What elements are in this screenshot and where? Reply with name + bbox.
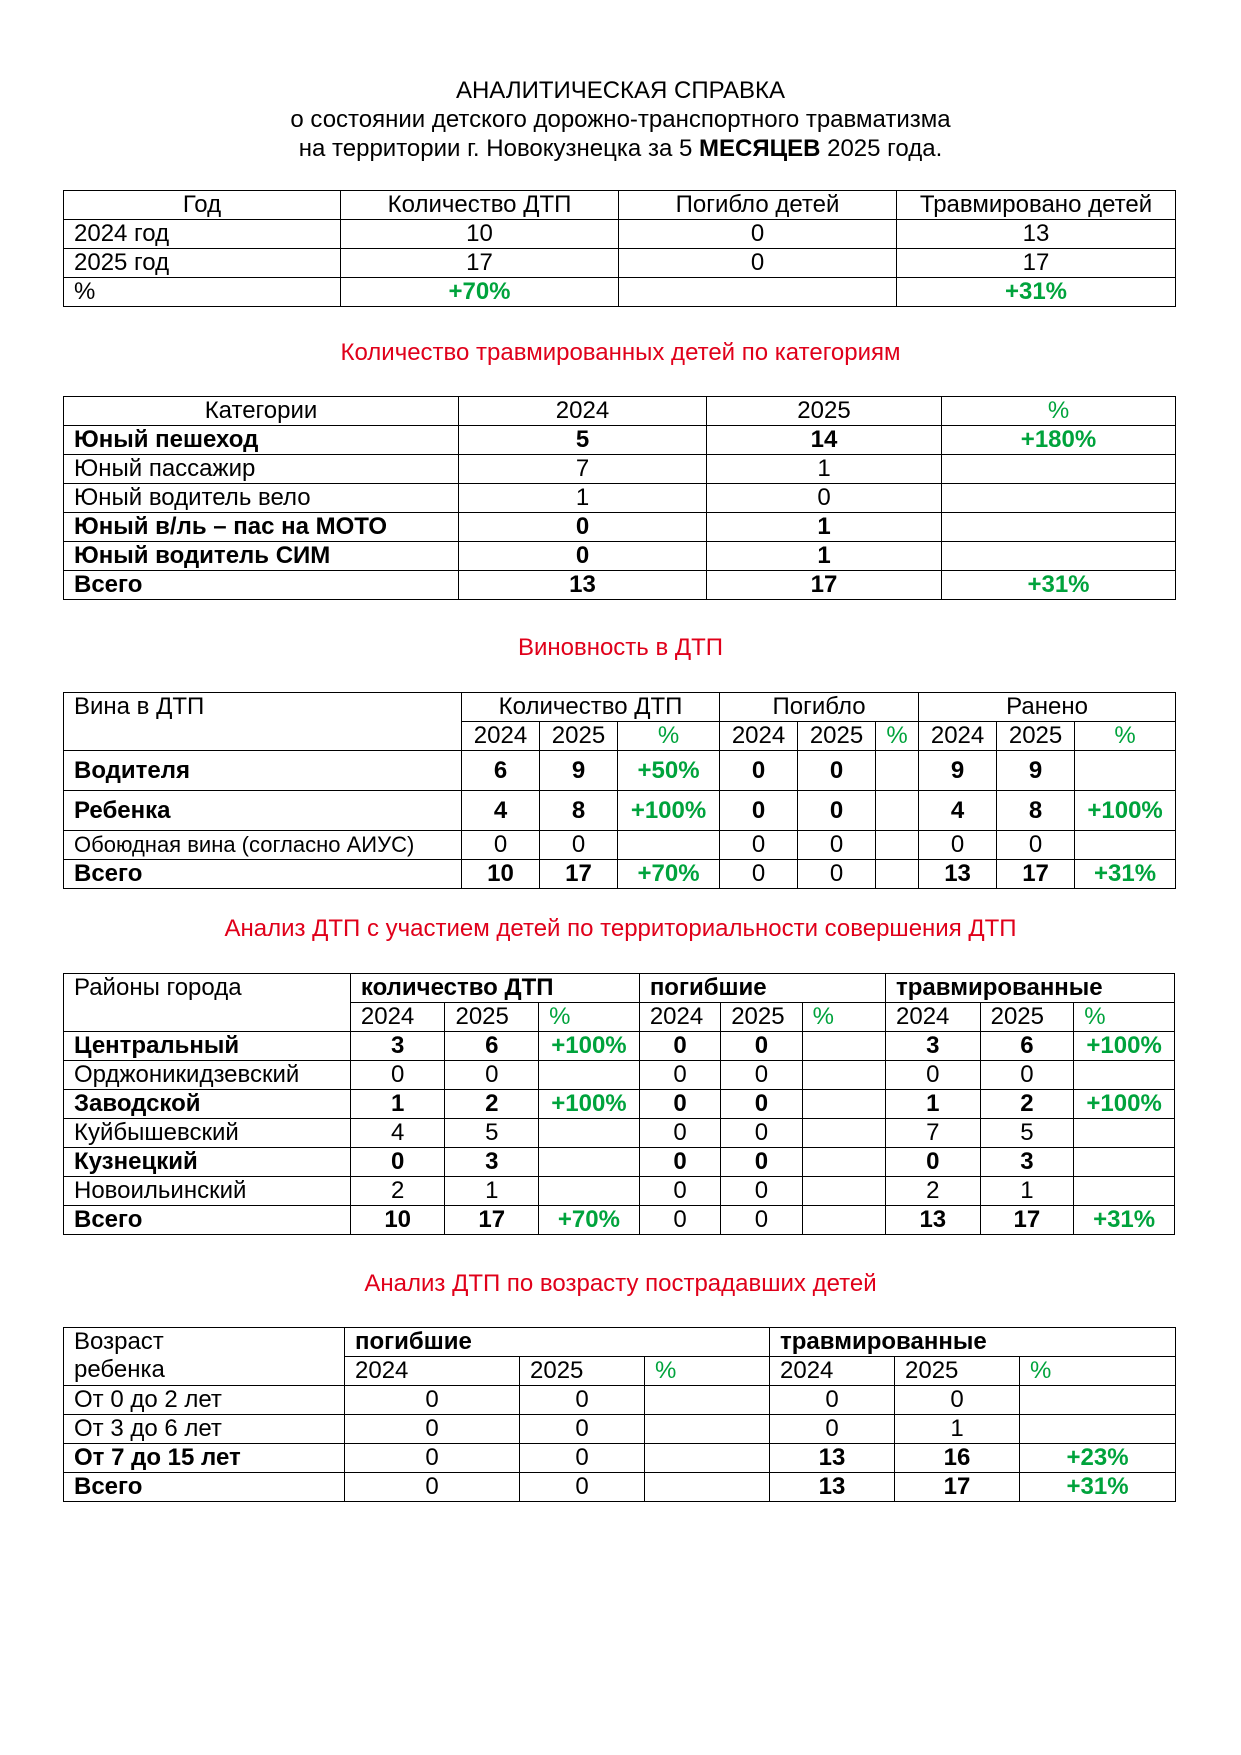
percent-cell xyxy=(1020,1386,1176,1415)
cell: 6 xyxy=(462,751,540,791)
group-header: Ранено xyxy=(919,693,1176,722)
cell: 17 xyxy=(341,249,619,278)
row-label: Всего xyxy=(64,1206,351,1235)
percent-cell xyxy=(1075,751,1176,791)
cell: 7 xyxy=(886,1119,981,1148)
row-label: Кузнецкий xyxy=(64,1148,351,1177)
cell: 0 xyxy=(798,860,876,889)
table-row-total xyxy=(64,1473,1176,1502)
row-label: Всего xyxy=(64,1473,345,1502)
percent-header: % xyxy=(1075,722,1176,751)
cell: 0 xyxy=(886,1061,981,1090)
table-row xyxy=(64,1386,1176,1415)
table-header-row xyxy=(64,191,1176,220)
percent-cell: +70% xyxy=(341,278,619,307)
percent-cell xyxy=(1074,1061,1175,1090)
cell: 8 xyxy=(540,791,618,831)
year-header: 2025 xyxy=(445,1003,539,1032)
percent-cell xyxy=(645,1386,770,1415)
table-header-row xyxy=(64,397,1176,426)
cell: 5 xyxy=(445,1119,539,1148)
percent-cell: +100% xyxy=(1074,1090,1175,1119)
percent-cell xyxy=(1075,831,1176,860)
percent-cell xyxy=(942,513,1176,542)
table-row-total xyxy=(64,860,1176,889)
table-header-row xyxy=(64,693,1176,722)
cell: 3 xyxy=(350,1032,445,1061)
cell: 1 xyxy=(459,484,707,513)
section-title-fault: Виновность в ДТП xyxy=(517,634,724,661)
percent-cell: +70% xyxy=(539,1206,640,1235)
cell: 0 xyxy=(345,1473,520,1502)
header-cell: Районы города xyxy=(64,974,351,1032)
cell: 10 xyxy=(462,860,540,889)
age-table xyxy=(63,1327,1176,1502)
cell: 17 xyxy=(980,1206,1074,1235)
percent-cell: +23% xyxy=(1020,1444,1176,1473)
cell: 0 xyxy=(350,1148,445,1177)
header-cell: Вина в ДТП xyxy=(64,693,462,751)
percent-cell: +100% xyxy=(1074,1032,1175,1061)
percent-cell: +50% xyxy=(618,751,720,791)
header-cell: 2024 xyxy=(459,397,707,426)
cell: 0 xyxy=(721,1119,802,1148)
cell: 0 xyxy=(919,831,997,860)
cell: 0 xyxy=(997,831,1075,860)
group-header: погибшие xyxy=(345,1328,770,1357)
year-header: 2024 xyxy=(770,1357,895,1386)
percent-cell xyxy=(539,1177,640,1206)
row-label: От 3 до 6 лет xyxy=(64,1415,345,1444)
document-title: АНАЛИТИЧЕСКАЯ СПРАВКА xyxy=(455,77,786,104)
cell: 13 xyxy=(886,1206,981,1235)
percent-cell xyxy=(1074,1119,1175,1148)
percent-cell xyxy=(645,1473,770,1502)
cell: 6 xyxy=(980,1032,1074,1061)
cell: 0 xyxy=(350,1061,445,1090)
age-header-line1: Возраст xyxy=(74,1328,164,1355)
cell: 0 xyxy=(895,1386,1020,1415)
year-header: 2025 xyxy=(520,1357,645,1386)
cell: 13 xyxy=(770,1473,895,1502)
cell: 17 xyxy=(445,1206,539,1235)
table-row xyxy=(64,1061,1175,1090)
cell: 0 xyxy=(707,484,942,513)
categories-table xyxy=(63,396,1176,600)
cell xyxy=(619,278,897,307)
table-row xyxy=(64,1444,1176,1473)
cell: 0 xyxy=(639,1061,720,1090)
percent-cell xyxy=(802,1090,885,1119)
percent-header: % xyxy=(876,722,919,751)
row-label: Куйбышевский xyxy=(64,1119,351,1148)
header-cell-percent: % xyxy=(942,397,1176,426)
year-header: 2024 xyxy=(720,722,798,751)
cell: 0 xyxy=(520,1444,645,1473)
cell: 2 xyxy=(350,1177,445,1206)
cell: 0 xyxy=(345,1386,520,1415)
table-row xyxy=(64,220,1176,249)
cell: 2 xyxy=(445,1090,539,1119)
percent-cell: +31% xyxy=(942,571,1176,600)
percent-cell xyxy=(942,484,1176,513)
row-label: От 0 до 2 лет xyxy=(64,1386,345,1415)
cell: 0 xyxy=(798,791,876,831)
percent-cell xyxy=(539,1148,640,1177)
group-header: травмированные xyxy=(770,1328,1176,1357)
cell: 17 xyxy=(707,571,942,600)
cell: 5 xyxy=(459,426,707,455)
cell: 0 xyxy=(520,1415,645,1444)
age-header-line2: ребенка xyxy=(74,1356,165,1383)
cell: 4 xyxy=(462,791,540,831)
header-cell: Травмировано детей xyxy=(897,191,1176,220)
row-label: Юный водитель СИМ xyxy=(64,542,459,571)
cell: 13 xyxy=(897,220,1176,249)
table-row xyxy=(64,831,1176,860)
cell: 3 xyxy=(980,1148,1074,1177)
cell: 0 xyxy=(770,1415,895,1444)
table-row xyxy=(64,791,1176,831)
cell: 0 xyxy=(720,791,798,831)
cell: 0 xyxy=(540,831,618,860)
percent-cell xyxy=(802,1206,885,1235)
row-label: Ребенка xyxy=(64,791,462,831)
percent-header: % xyxy=(802,1003,885,1032)
year-header: 2024 xyxy=(886,1003,981,1032)
cell: 0 xyxy=(639,1177,720,1206)
cell: 3 xyxy=(886,1032,981,1061)
cell: 0 xyxy=(720,751,798,791)
percent-cell: +31% xyxy=(1075,860,1176,889)
percent-cell: +100% xyxy=(539,1032,640,1061)
cell: 17 xyxy=(897,249,1176,278)
table-row-total xyxy=(64,571,1176,600)
period-months: МЕСЯЦЕВ xyxy=(698,135,821,162)
cell: 0 xyxy=(721,1032,802,1061)
percent-cell xyxy=(645,1415,770,1444)
percent-cell xyxy=(539,1061,640,1090)
percent-cell: +31% xyxy=(897,278,1176,307)
cell: 1 xyxy=(350,1090,445,1119)
percent-cell: +180% xyxy=(942,426,1176,455)
table-row xyxy=(64,751,1176,791)
cell: 0 xyxy=(619,220,897,249)
percent-cell xyxy=(802,1119,885,1148)
cell: 0 xyxy=(639,1032,720,1061)
percent-header: % xyxy=(618,722,720,751)
cell: 1 xyxy=(707,513,942,542)
document-subtitle: о состоянии детского дорожно-транспортного травматизма xyxy=(290,106,951,133)
percent-cell: +31% xyxy=(1020,1473,1176,1502)
cell: 6 xyxy=(445,1032,539,1061)
year-header: 2025 xyxy=(540,722,618,751)
fault-table xyxy=(63,692,1176,889)
year-header: 2024 xyxy=(345,1357,520,1386)
header-cell xyxy=(64,1328,345,1386)
cell: 0 xyxy=(639,1206,720,1235)
percent-cell xyxy=(802,1177,885,1206)
year-header: 2025 xyxy=(721,1003,802,1032)
row-label: От 7 до 15 лет xyxy=(64,1444,345,1473)
document-subtitle-period xyxy=(0,134,1241,163)
year-header: 2024 xyxy=(639,1003,720,1032)
percent-cell xyxy=(802,1148,885,1177)
cell: 0 xyxy=(720,831,798,860)
group-header: Количество ДТП xyxy=(462,693,720,722)
cell: 0 xyxy=(345,1444,520,1473)
districts-table xyxy=(63,973,1175,1235)
percent-cell xyxy=(1020,1415,1176,1444)
cell: 0 xyxy=(721,1206,802,1235)
row-label: Юный в/ль – пас на МОТО xyxy=(64,513,459,542)
cell: 0 xyxy=(720,860,798,889)
table-row xyxy=(64,513,1176,542)
cell: 0 xyxy=(798,831,876,860)
year-header: 2025 xyxy=(980,1003,1074,1032)
cell: 0 xyxy=(459,542,707,571)
percent-cell xyxy=(802,1032,885,1061)
cell: 0 xyxy=(721,1090,802,1119)
cell: 17 xyxy=(895,1473,1020,1502)
row-label: Всего xyxy=(64,860,462,889)
percent-header: % xyxy=(539,1003,640,1032)
group-header: Погибло xyxy=(720,693,919,722)
cell: 0 xyxy=(462,831,540,860)
cell: 9 xyxy=(997,751,1075,791)
row-label: Юный водитель вело xyxy=(64,484,459,513)
cell: 13 xyxy=(459,571,707,600)
group-header: травмированные xyxy=(886,974,1175,1003)
header-cell: 2025 xyxy=(707,397,942,426)
percent-cell xyxy=(876,751,919,791)
row-label: 2024 год xyxy=(64,220,341,249)
table-row xyxy=(64,278,1176,307)
row-label: Юный пешеход xyxy=(64,426,459,455)
cell: 0 xyxy=(459,513,707,542)
cell: 0 xyxy=(980,1061,1074,1090)
table-row xyxy=(64,1177,1175,1206)
cell: 0 xyxy=(721,1061,802,1090)
row-label: Заводской xyxy=(64,1090,351,1119)
cell: 0 xyxy=(639,1119,720,1148)
cell: 2 xyxy=(980,1090,1074,1119)
cell: 17 xyxy=(540,860,618,889)
cell: 0 xyxy=(886,1148,981,1177)
cell: 8 xyxy=(997,791,1075,831)
cell: 0 xyxy=(639,1148,720,1177)
cell: 17 xyxy=(997,860,1075,889)
header-cell: Год xyxy=(64,191,341,220)
cell: 3 xyxy=(445,1148,539,1177)
header-cell: Количество ДТП xyxy=(341,191,619,220)
period-text: на территории г. Новокузнецка за 5 xyxy=(298,135,699,162)
period-year: 2025 года. xyxy=(820,135,943,162)
table-row xyxy=(64,1148,1175,1177)
percent-header: % xyxy=(1074,1003,1175,1032)
row-label: Юный пассажир xyxy=(64,455,459,484)
percent-cell: +100% xyxy=(539,1090,640,1119)
cell: 16 xyxy=(895,1444,1020,1473)
cell: 9 xyxy=(540,751,618,791)
cell: 1 xyxy=(886,1090,981,1119)
table-row xyxy=(64,249,1176,278)
cell: 14 xyxy=(707,426,942,455)
cell: 9 xyxy=(919,751,997,791)
year-header: 2025 xyxy=(895,1357,1020,1386)
cell: 13 xyxy=(770,1444,895,1473)
row-label: Орджоникидзевский xyxy=(64,1061,351,1090)
table-header-row xyxy=(64,974,1175,1003)
table-row xyxy=(64,1032,1175,1061)
table-row xyxy=(64,1090,1175,1119)
table-row xyxy=(64,542,1176,571)
percent-header: % xyxy=(645,1357,770,1386)
cell: 10 xyxy=(341,220,619,249)
cell: 4 xyxy=(350,1119,445,1148)
table-row xyxy=(64,455,1176,484)
year-header: 2024 xyxy=(919,722,997,751)
row-label: Водителя xyxy=(64,751,462,791)
cell: 1 xyxy=(980,1177,1074,1206)
cell: 0 xyxy=(619,249,897,278)
cell: 5 xyxy=(980,1119,1074,1148)
section-title-districts: Анализ ДТП с участием детей по территориальности совершения ДТП xyxy=(224,915,1017,942)
percent-cell xyxy=(1074,1177,1175,1206)
row-label: Новоильинский xyxy=(64,1177,351,1206)
percent-cell xyxy=(876,860,919,889)
section-title-categories: Количество травмированных детей по категориям xyxy=(340,339,901,366)
table-row-total xyxy=(64,1206,1175,1235)
cell: 1 xyxy=(707,455,942,484)
percent-cell xyxy=(539,1119,640,1148)
cell: 1 xyxy=(895,1415,1020,1444)
row-label: Центральный xyxy=(64,1032,351,1061)
year-header: 2024 xyxy=(350,1003,445,1032)
cell: 0 xyxy=(520,1386,645,1415)
percent-cell xyxy=(942,542,1176,571)
header-cell: Погибло детей xyxy=(619,191,897,220)
row-label: % xyxy=(64,278,341,307)
summary-table xyxy=(63,190,1176,307)
percent-cell xyxy=(942,455,1176,484)
table-row xyxy=(64,484,1176,513)
percent-cell: +100% xyxy=(618,791,720,831)
year-header: 2025 xyxy=(997,722,1075,751)
percent-cell: +70% xyxy=(618,860,720,889)
cell: 4 xyxy=(919,791,997,831)
cell: 0 xyxy=(520,1473,645,1502)
cell: 1 xyxy=(445,1177,539,1206)
percent-header: % xyxy=(1020,1357,1176,1386)
table-row xyxy=(64,1415,1176,1444)
cell: 10 xyxy=(350,1206,445,1235)
cell: 0 xyxy=(798,751,876,791)
cell: 2 xyxy=(886,1177,981,1206)
header-cell: Категории xyxy=(64,397,459,426)
cell: 0 xyxy=(770,1386,895,1415)
percent-cell xyxy=(645,1444,770,1473)
row-label: 2025 год xyxy=(64,249,341,278)
table-row xyxy=(64,1119,1175,1148)
cell: 13 xyxy=(919,860,997,889)
year-header: 2025 xyxy=(798,722,876,751)
percent-cell xyxy=(802,1061,885,1090)
table-header-row xyxy=(64,1328,1176,1357)
percent-cell xyxy=(1074,1148,1175,1177)
percent-cell: +100% xyxy=(1075,791,1176,831)
cell: 0 xyxy=(721,1148,802,1177)
percent-cell xyxy=(876,791,919,831)
cell: 0 xyxy=(639,1090,720,1119)
cell: 0 xyxy=(721,1177,802,1206)
year-header: 2024 xyxy=(462,722,540,751)
group-header: погибшие xyxy=(639,974,885,1003)
cell: 1 xyxy=(707,542,942,571)
row-label: Всего xyxy=(64,571,459,600)
cell: 0 xyxy=(445,1061,539,1090)
section-title-age: Анализ ДТП по возрасту пострадавших детей xyxy=(364,1270,877,1297)
percent-cell xyxy=(618,831,720,860)
group-header: количество ДТП xyxy=(350,974,639,1003)
percent-cell: +31% xyxy=(1074,1206,1175,1235)
row-label: Обоюдная вина (согласно АИУС) xyxy=(64,831,462,860)
table-row xyxy=(64,426,1176,455)
cell: 0 xyxy=(345,1415,520,1444)
cell: 7 xyxy=(459,455,707,484)
percent-cell xyxy=(876,831,919,860)
